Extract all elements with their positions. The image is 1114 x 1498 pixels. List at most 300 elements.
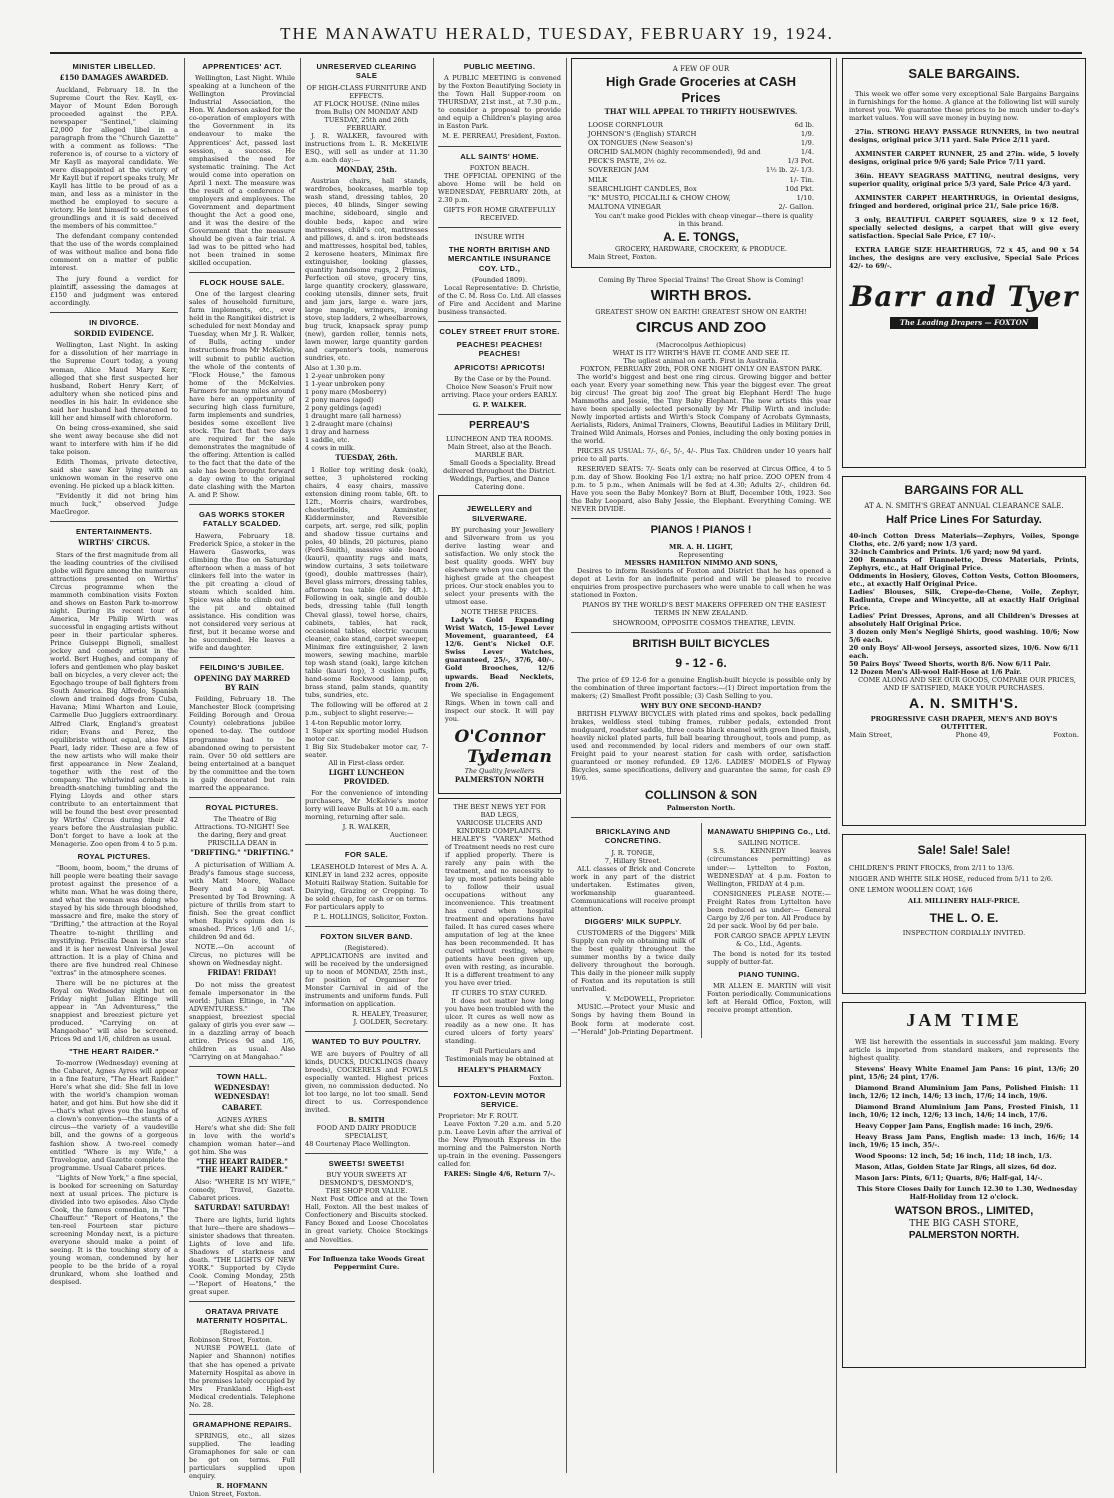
headline-silver-band: FOXTON SILVER BAND. xyxy=(320,931,413,941)
ad-text: Also at 1.30 p.m. xyxy=(305,364,362,373)
divider xyxy=(305,926,428,927)
headline-sale-bargains: SALE BARGAINS. xyxy=(908,66,1020,81)
ad-text: You can't make good Pickles with cheap vinegar—there is quality in this brand. xyxy=(594,212,814,229)
article-text: One of the largest clearing sales of household furniture, farm implements, etc., ever held in the Rangitikei district is scheduled for next Monday and Tuesday, when Mr J. R. Walker, of Bulls, acting under instructions from Mr McKelvie, will submit to public auction the whole of the contents of "Flock House," the famous home of the McKelvies. Farmers for many miles around have here an opportunity of securing high class furniture, farm implements and sundries, besides some excellent live stock. The fact that two days are required for the sale demonstrates the magnitude of the offering. Attention is called to the fact that the date of the sale has been brought forward a day owing to the original date clashing with the Marton A. and P. Show. xyxy=(189,290,295,500)
divider xyxy=(305,1031,428,1032)
divider xyxy=(189,797,295,798)
headline-gas-works: GAS WORKS STOKER FATALLY SCALDED. xyxy=(198,510,286,529)
headline-circus-zoo: CIRCUS AND ZOO xyxy=(635,319,767,337)
headline-feilding-jubilee: FEILDING'S JUBILEE. xyxy=(199,663,285,673)
stock-item: 1 saddle, etc. xyxy=(305,436,350,445)
ad-text: Proprietor: Mr F. ROUT. xyxy=(438,1112,519,1121)
divider xyxy=(189,504,295,505)
divider xyxy=(305,844,428,845)
ad-text: SPRINGS, etc., all sizes supplied. The leading Gramaphones for sale or can be got on terms. Full particulars supplied upon enquiry. xyxy=(189,1431,295,1481)
address: 48 Courtenay Place Wellington. xyxy=(305,1139,411,1148)
column-divider xyxy=(300,58,301,1473)
stock-item: 1 1-year unbroken pony xyxy=(305,380,385,389)
ad-text: GREATEST SHOW ON EARTH! GREATEST SHOW ON EARTH! xyxy=(595,308,807,317)
ad-text: S.S. KENNEDY leaves (circumstances permitting) as under:— Lyttelton to Foxton, WEDNESDAY at 4 p.m. Foxton to Wellington, FRIDAY at 4 p.m. xyxy=(707,847,831,888)
jam-item: Heavy Brass Jam Pans, English made: 13 inch, 16/6; 14 inch, 19/6; 15 inch, 35/-. xyxy=(849,1133,1079,1150)
ad-text: NURSE POWELL (late of Napier and Shannon) notifies that she has opened a private Maternity Hospital as above in the premises lately occupied by Mrs Frankland. High-est Medical credentials. Telephone No. 28. xyxy=(189,1344,295,1409)
headline-all-saints: ALL SAINTS' HOME. xyxy=(460,151,539,161)
subhead: MESSRS HAMILTON NIMMO AND SONS, xyxy=(624,558,778,567)
grocery-name: ORCHID SALMON (highly recommended), 9d and xyxy=(588,148,761,157)
headline-royal-pictures: ROYAL PICTURES. xyxy=(77,852,151,861)
bargain-item: 3 only, BEAUTIFUL CARPET SQUARES, size 9 x 12 feet, specially selected designs, a carpet that will give every satisfaction. Special Sale Price, £7 10/-. xyxy=(849,216,1079,241)
ad-text: The price of £9 12-6 for a genuine English-built bicycle is possible only by the combination of three important factors:—(1) Direct importation from the makers; (2) Smallest Profit possible; (3) Cash Selling to you. xyxy=(571,676,831,701)
grocery-price: 1½ lb. 2/- 1/3. xyxy=(765,166,814,175)
ad-text: WHAT IS IT? WIRTH'S HAVE IT. COME AND SEE IT. xyxy=(612,348,790,357)
ad-text: Leave Foxton 7.20 a.m. and 5.20 p.m. Leave Levin after the arrival of the New Plymouth Express in the morning and the Palmerston North up-train in the evening. Passengers called for. xyxy=(438,1120,561,1169)
signature: B. SMITH xyxy=(348,1115,385,1124)
subhead: J. R. TONGE, xyxy=(611,848,655,857)
ad-text: HEALEY'S "VAREX" Method of Treatment needs no rest cure if applied properly. There is rarely any pain with the treatment, and no necessity to lay up, most patients being able to follow their usual occupations without any inconvenience. This treatment has cured when hospital treatment and operations have failed. It has cured cases where amputation of leg at the knee has been recommended. It has cured without resting, where patients have been given up, even with resting, as incurable. It is a different treatment to any you have ever tried. xyxy=(445,834,554,988)
grocery-name: MILK xyxy=(588,175,608,184)
ad-text: PRICES AS USUAL: 7/-, 6/-, 5/-, 4/-. Plus Tax. Children under 10 years half price to all parts. xyxy=(571,447,831,464)
headline-diggers-milk: DIGGERS' MILK SUPPLY. xyxy=(584,916,682,926)
address: 7, Hillary Street. xyxy=(604,856,662,865)
grocery-name: PECK'S PASTE, 2½ oz. xyxy=(588,157,667,166)
grocery-price: 1/3 Pot. xyxy=(787,157,814,166)
stock-list xyxy=(305,372,428,452)
divider xyxy=(189,272,295,273)
ad-text: Here's what she did: She fell in love with the world's champion woman hater—and got him. She was xyxy=(189,1123,295,1156)
jewellery-ad xyxy=(438,495,561,793)
ad-text: It does not matter how long you have been troubled with the ulcer. It cures as well now as readily as a new one. It has cured ulcers of forty years' standing. xyxy=(445,997,554,1046)
ad-text: A PUBLIC MEETING is convened by the Foxton Beautifying Society in the Town Hall Supper-room on THURSDAY, 21st inst., at 7.30 p.m., to consider a proposal to provide and equip a Children's playing area in Easton Park. xyxy=(438,74,561,131)
headline-shipping: MANAWATU SHIPPING Co., Ltd. xyxy=(707,827,831,837)
article-text: Wellington, Last Night. While speaking at a luncheon of the Wellington Provincial Industrial Association, the Hon. W. Anderson asked for the co-operation of employers with the Government in its endeavour to make the Apprentices' Act, passed last session, a success. He emphasised the need for systematic training. The Act would come into operation on April 1 next. The measure was the result of a conference of employers and employees. The Government and department thought the Act a good one, and it was the desire of the Government that the measure should be given a fair trial. A lad was to be pitted who had not been trained in some skilled occupation. xyxy=(189,74,295,267)
ad-text: FOXTON, FEBRUARY 20th, FOR ONE NIGHT ONLY ON EASTON PARK. xyxy=(579,364,823,373)
film-title: "DRIFTING." "DRIFTING." xyxy=(190,848,294,858)
jam-list xyxy=(849,1065,1079,1182)
grocery-item xyxy=(588,185,814,194)
article-text: "Evidently it did not bring him much luck," observed Judge MacGregor. xyxy=(50,491,178,517)
grocery-list xyxy=(588,121,814,213)
article-text: To-morrow (Wednesday) evening at the Cabaret, Agnes Ayres will appear in a fine feature, "The Heart Raider." Here's what she did: She fell in love with the world's champion woman hater, and got him. But how she did it—that's what gives you the laughs of a clown's convention—the stunts of a circus—the variety of a vaudeville bill, and the gowns of a gorgeous fashion show. A two-reel comedy entitled "Where is my Wife," a Travelogue, and Gazette complete the programme. Usual Cabaret prices. xyxy=(50,1059,178,1172)
address: Main Street, also at the Beach. xyxy=(447,443,552,452)
grocery-name: "K" MUSTO, PICCALILI & CHOW CHOW, xyxy=(588,193,731,202)
ad-text: J. R. WALKER, favoured with instructions from L. R. McKELVIE ESQ., will sell as under at 11.30 a.m. each day:— xyxy=(305,131,428,164)
barr-tyer-logo xyxy=(849,280,1079,329)
ad-text: LIGHT LUNCHEON PROVIDED. xyxy=(328,768,405,786)
ad-text: INSURE WITH xyxy=(474,232,525,241)
headline-perreaus: PERREAU'S xyxy=(469,420,530,432)
subhead: MARBLE BAR. xyxy=(474,451,525,460)
stock-item: 1 2-draught mare (chains) xyxy=(305,420,393,429)
address: Main Street, xyxy=(849,731,893,740)
grocery-item xyxy=(588,121,814,130)
headline-bricklaying: BRICKLAYING AND CONCRETING. xyxy=(595,827,671,846)
article-text: The jury found a verdict for plaintiff, assessing the damages at £150 and judgment was entered accordingly. xyxy=(50,274,178,307)
article-text: Hawera, February 18. Frederick Spice, a stoker in the Hawera Gasworks, was climbing the flue on Saturday afternoon when a mass of hot clinkers fell into the water in the pit creating a cloud of steam which scalded him. Spice was able to climb out of the pit and obtained assistance. His condition was not considered very serious at first, but it became worse and he succumbed. He leaves a wife and daughter. xyxy=(189,531,295,652)
column-divider xyxy=(433,58,434,1473)
subhead: PROGRESSIVE CASH DRAPER, MEN'S AND BOY'S OUTFITTER. xyxy=(870,715,1058,732)
masthead xyxy=(0,0,1114,52)
half-price-list xyxy=(849,532,1079,677)
logo-text: PALMERSTON NORTH xyxy=(454,774,545,784)
ad-text: Do not miss the greatest female impersonator in the world: Julian Eltinge, in "AN ADVENTURESS." The snappiest, breeziest special galaxy of girls you ever saw — in a dazzling array of beach attire. Prices 9d and 1/6, children as usual. Also "Carrying on at Mangahao." xyxy=(189,980,295,1061)
subhead: THE SHOP FOR VALUE. xyxy=(325,1187,408,1196)
stock-item: 1 draught mare (all harness) xyxy=(305,412,402,421)
headline-insurance: THE NORTH BRITISH AND MERCANTILE INSURANCE COY. LTD., xyxy=(447,245,552,273)
grocery-name: SOVEREIGN JAM xyxy=(588,166,649,175)
half-price-item: 32-inch Cambrics and Prints. 1/6 yard; now 9d yard. xyxy=(849,547,1042,556)
ad-text: FOR CARGO SPACE APPLY LEVIN & Co., Ltd., Agents. xyxy=(713,931,830,948)
jam-item: Diamond Brand Aluminium Jam Pans, Frosted Finish, 11 inch, 10/6; 12 inch, 12/6; 13 inch, 14/6; 14 inch, 17/6. xyxy=(849,1103,1079,1120)
ad-text: Desires to inform Residents of Foxton and District that he has opened a depot at Levin for an indefinite period and will be pleased to receive enquiries from prospective purchasers who were unable to call when he was stationed in Foxton. xyxy=(571,566,831,599)
bargain-item: 36in. HEAVY SEAGRASS MATTING, neutral designs, very superior quality, original price 5/3 yard, Sale Price 4/3 yard. xyxy=(849,172,1079,189)
article-text: Auckland, February 18. In the Supreme Court the Rev. Kayll, ex-Mayor of Mount Eden Borough proceeded against the P.P.A. newspaper "Sentinel," claiming £2,000 for alleged libel in a paragraph from the "Church Gazette" with a comment as follows: "The reference is, of course to a victory of Mr Kayll as mayoral candidate. We were disappointed at the victory of Mr Kayll but if report speaks truly, Mr Kayll has little to be proud of as a man, and less as a minister in the method he employed to secure a victory. He lent himself to schemes of groundlings and it is said deceived the members of his committee." xyxy=(50,85,178,231)
ad-text: THE OFFICIAL OPENING of the above Home will be held on WEDNESDAY, FEBRUARY 20th, at 2.30 p.m. xyxy=(438,171,561,204)
headline-town-hall: TOWN HALL. xyxy=(216,1071,268,1081)
grocery-item xyxy=(588,148,814,157)
vehicle-item: 1 Super six sporting model Hudson motor car. xyxy=(305,726,428,743)
headline-in-divorce: IN DIVORCE. xyxy=(89,317,139,327)
stock-item: 2 pony mares (aged) xyxy=(305,396,374,405)
headline-wirth-bros: WIRTH BROS. xyxy=(650,287,752,305)
ad-text: A FEW OF OUR xyxy=(672,65,730,73)
headline-motor-service: FOXTON-LEVIN MOTOR SERVICE. xyxy=(453,1090,546,1109)
divider xyxy=(189,657,295,658)
headline-flock-house-sale: FLOCK HOUSE SALE. xyxy=(199,278,285,287)
grocery-name: OX TONGUES (New Season's) xyxy=(588,138,693,147)
jam-item: Mason Jars: Pints, 6/11; Quarts, 8/6; Half-gal, 14/-. xyxy=(855,1174,1043,1183)
signature: J. GOLDER, Secretary. xyxy=(353,1018,428,1027)
headline-public-meeting: PUBLIC MEETING. xyxy=(463,62,536,71)
newspaper-title: THE MANAWATU HERALD, TUESDAY, FEBRUARY 19, 1924. xyxy=(280,24,834,43)
bargain-list xyxy=(849,128,1079,270)
ad-star: AGNES AYRES xyxy=(216,1115,268,1124)
subhead: PALMERSTON NORTH. xyxy=(908,1229,1020,1241)
ad-text: By the Case or by the Pound. Choice New Season's Fruit now arriving. Place your orders EARLY. xyxy=(441,374,558,399)
vehicle-item: 1 Big Six Studebaker motor car, 7-seater. xyxy=(305,743,428,760)
jam-item: Diamond Brand Aluminium Jam Pans, Polished Finish: 11 inch, 12/6; 12 inch, 14/6; 13 inch, 17/6; 14 inch, 19/6. xyxy=(849,1084,1079,1101)
article-text: Edith Thomas, private detective, said she saw Ker lying with an unknown woman in the reserve one evening. He picked up a black kitten. xyxy=(50,457,178,490)
grocery-item xyxy=(588,176,814,185)
subhead: VARICOSE ULCERS AND KINDRED COMPLAINTS. xyxy=(456,818,543,835)
signature: HEALEY'S PHARMACY xyxy=(457,1065,542,1074)
headline-collinson: COLLINSON & SON xyxy=(644,787,757,802)
headline-fruit-store: COLEY STREET FRUIT STORE. xyxy=(439,326,560,336)
logo-text: O'Connor xyxy=(454,726,545,747)
phone: Phone 49, xyxy=(955,731,991,740)
ad-text: NIGGER AND WHITE SILK HOSE, reduced from 5/11 to 2/6. xyxy=(849,874,1054,883)
column-2 xyxy=(189,58,295,1498)
sale-bargains-ad xyxy=(842,58,1086,468)
subhead: SAILING NOTICE. xyxy=(737,839,801,848)
grocery-name: JOHNSON'S (English) STARCH xyxy=(588,129,697,138)
divider xyxy=(438,146,561,147)
half-price-item: Ladies' Blouses, Silk, Crepe-de-Chene, Voile, Zephyr, Radiunta, Crepe and Wincyette, all at exactly Half Original Price. xyxy=(849,587,1079,612)
subhead: THAT WILL APPEAL TO THRIFTY HOUSEWIVES. xyxy=(604,107,798,117)
address: Main Street, Foxton. xyxy=(588,253,657,261)
headline-jam-time: JAM TIME xyxy=(906,1010,1022,1030)
ad-text: CONSIGNEES PLEASE NOTE:— Freight Rates from Lyttelton have been reduced as under:— General Cargo by 2/6 per ton. All Produce by 2d per sack. Wool by 6d per bale. xyxy=(707,889,831,930)
column-3 xyxy=(305,58,428,1475)
ad-text: The bond is noted for its tested supply of butter-fat. xyxy=(707,949,831,966)
ad-text: MR ALLEN E. MARTIN will visit Foxton periodically. Communications left at Herald Office, Foxton, will receive prompt attention. xyxy=(707,982,831,1015)
headline-pianos: PIANOS ! PIANOS ! xyxy=(650,524,752,537)
headline-gramaphone: GRAMAPHONE REPAIRS. xyxy=(192,1419,292,1429)
subhead: Palmerston North. xyxy=(666,804,736,813)
headline-bicycles: BRITISH BUILT BICYCLES xyxy=(632,638,770,651)
oconnor-tydeman-logo xyxy=(445,727,554,785)
ad-text: The world's biggest and best one ring circus. Growing bigger and better each year. Every year something new. This year the biggest ever. The great big circus! The great big zoo! The great big Elephant Herd! The huge Mammoths and Jessie, the Tiny Baby Elephant. The new artists this year have been specially selected personally by Mr Philip Wirth and include: Newly imported artists and Wirth's Stock Company of Acrobats Gymnasts, Aerialists, Riders, Animal Trainers, Clowns, Beautiful Ladies in Military Drill, Trained Wild Animals, Horses and Ponies, including the only boxing ponies in the world. xyxy=(571,372,831,446)
stock-item: 4 cows in milk. xyxy=(305,444,356,453)
ad-text: A picturisation of William A. Brady's famous stage success, with Matt Moore, Wallace Beery and a big cast. Presented by Tod Browning. A picture of thrills from start to finish. See the great conflict when Rapin's opium den is smashed. Prices 1/6 and 1/-, children 9d and 6d. xyxy=(189,860,295,941)
jam-item: Mason, Atlas, Golden State Jar Rings, all sizes, 6d doz. xyxy=(855,1163,1057,1172)
bottom-ads-left xyxy=(571,823,695,1037)
logo-text: Barr and Tyer xyxy=(849,280,1079,314)
divider xyxy=(571,518,831,519)
grocery-price: 2/- Gallon. xyxy=(778,203,814,212)
ad-day: WEDNESDAY! WEDNESDAY! xyxy=(214,1083,270,1101)
stock-item: 1 dray and harness xyxy=(305,428,370,437)
signature: P. L. HOLLINGS, Solicitor, Foxton. xyxy=(313,912,428,921)
ad-text: Small Goods a Speciality. Bread delivered throughout the District. Weddings, Parties, and Dance Catering done. xyxy=(442,459,557,492)
half-price-item: 3 dozen only Men's Negligé Shirts, good washing. 10/6; Now 5/6 each. xyxy=(849,627,1079,644)
subhead: LUNCHEON AND TEA ROOMS. xyxy=(445,435,554,444)
ad-text: For Influenza take Woods Great Peppermint Cure. xyxy=(308,1254,425,1271)
divider xyxy=(305,1153,428,1154)
half-price-item: 50 Pairs Boys' Tweed Shorts, worth 8/6. Now 6/11 Pair. xyxy=(849,660,1051,669)
divider xyxy=(571,632,831,633)
grocery-name: LOOSE CORNFLOUR xyxy=(588,120,663,129)
bargain-item: EXTRA LARGE SIZE HEARTHRUGS, 72 x 45, and 90 x 54 inches, the designs are very exclusive, Special Sale Prices 42/- to 69/-. xyxy=(849,246,1079,271)
half-price-item: Ladies' Print Dresses, Aprons, and all Children's Dresses at absolutely Half Original Price. xyxy=(849,611,1079,628)
ad-text: The ugliest animal on earth. First in Australia. xyxy=(623,356,779,365)
grocery-price: 1/9. xyxy=(800,129,814,138)
divider xyxy=(438,414,561,415)
sale-venue: AT FLOCK HOUSE. (Nine miles from Bulls) ON MONDAY AND TUESDAY, 25th and 26th FEBRUARY. xyxy=(313,99,420,132)
ad-text: APPLICATIONS are invited and will be received by the undersigned up to noon of MONDAY, 25th inst., for position of Organiser for Monster Carnival in aid of the instruments and uniform funds. Full information on application. xyxy=(305,952,428,1009)
subhead: MR. A. H. LIGHT, xyxy=(669,542,733,551)
ad-venue: CABARET. xyxy=(221,1103,263,1113)
headline-half-price: Half Price Lines For Saturday. xyxy=(886,514,1042,527)
grocery-item xyxy=(588,194,814,203)
ad-text: All in First-class order. xyxy=(328,759,405,768)
subhead: FOOD AND DAIRY PRODUCE SPECIALIST, xyxy=(316,1123,417,1140)
half-price-item: 200 Remnants of Flannelette, Dress Materials, Prints, Zephyrs, etc., at Half Original Price. xyxy=(849,555,1079,572)
bicycle-price: 9 - 12 - 6. xyxy=(675,656,727,671)
ad-text: Full Particulars and Testimonials may be obtained at xyxy=(445,1047,554,1064)
divider xyxy=(189,1301,295,1302)
grocery-item xyxy=(588,139,814,148)
article-text: Stars of the first magnitude from all the leading countries of the civilised globe will figure among the numerous attractions presented on Wirths' Circus programme when the mammoth combination visits Foxton and shows on Easton Park to-morrow night. During its recent tour of America, Mr Philip Wirth was successful in engaging artists without peer in their particular spheres. Prince Guiseppi Bignoli, smallest jockey and comedy artist in the world. Bert Hughes, and company of lofers and gentlemen who play basket ball on bicycles, a very clever act; the Egochago troupe of ball fighters from South America. Big Alfredo, Spanish clown and trained dogs from Cuba, Havana; Mimi Wharton and Louie, Carmelle Duo Jugglers extraordinary. Alfred Clark, England's greatest rider; Evans and Perez, the equilibriste without equal, also Miss Pearl, lady rider. These are a few of the new artists who will make their first appearance in New Zealand, together with the rest of the company. The whirlwind acrobats in breadth-snatching tumbling and the Flying Lloyds and other stars contribute to an entertainment that will be found the best ever presented by Wirths' Circus during their 42 years before the Australasian public. Don't forget to have a look at the Menagerie. Zoo open from 4 to 5 p.m. xyxy=(50,550,178,848)
grocery-price: 6d lb. xyxy=(794,120,814,129)
bargain-item: AXMINSTER CARPET RUNNER, 25 and 27in. wide, 5 lovely designs, original price 9/6 yard; Sale Price 7/11 yard. xyxy=(849,150,1079,167)
ad-text: There are lights, lurid lights that lure—there are shadows—sinister shadows that threaten. Lights of love and life. Shadows of starkness and death. "THE LIGHTS OF NEW YORK." Supported by Clyde Cook. Coming Monday, 25th—"Report of Heatons," the great super. xyxy=(189,1215,295,1296)
loe-sale-ad xyxy=(842,834,1086,994)
sale-day: TUESDAY, 26th. xyxy=(335,453,398,463)
subhead: SORDID EVIDENCE. xyxy=(73,328,154,338)
article-text: Wellington, Last Night. In asking for a dissolution of her marriage in the Supreme Court today, a young woman, Alice Maud Mary Kerr, alleged that she first suspected her husband, Robert Henry Kerr, of adultery when she noticed pins and needles in his hair. In evidence she said her husband had threatened to kill her and himself with chloroform. xyxy=(50,341,178,422)
signature: Auctioneer. xyxy=(389,831,428,840)
ad-text: ALL MILLINERY HALF-PRICE. xyxy=(908,896,1020,905)
stock-item: 1 2-year unbroken pony xyxy=(305,372,385,381)
article-text: "Lights of New York," a fine special, is booked for screening on Saturday next at usual prices. The picture is divided into two episodes. Also Clyde Cook, the famous comedian, in "The Chauffeur." "Report of Heatons," the ten-reel Fourteen star picture screening Monday next, is a picture everyone should make a point of seeing. It is the touching story of a young woman, condemned by her people to be the bride of a royal drunkard, whom she loathed and despised. xyxy=(50,1173,178,1287)
divider xyxy=(305,1249,428,1250)
logo-text: The Leading Drapers — FOXTON xyxy=(890,317,1038,330)
headline-peaches: PEACHES! PEACHES! PEACHES! xyxy=(456,340,543,359)
half-price-item: 40-inch Cotton Dress Materials—Zephyrs, Voiles, Sponge Cloths, etc. 2/6 yard; now 1/3 yard. xyxy=(849,531,1079,548)
headline-bad-legs: THE BEST NEWS YET FOR BAD LEGS, xyxy=(453,802,546,819)
signature: V. McDOWELL, Proprietor. xyxy=(605,995,695,1004)
address-line xyxy=(849,731,1079,740)
jam-item: Heavy Copper Jam Pans, English made: 16 inch, 29/6. xyxy=(855,1122,1053,1131)
signature: J. R. WALKER, xyxy=(342,823,391,832)
vehicle-list xyxy=(305,719,428,759)
headline-bargains-for-all: BARGAINS FOR ALL xyxy=(904,483,1024,497)
stock-item: 1 pony mare (Mosberry) xyxy=(305,388,387,397)
ad-text: PIANOS BY THE WORLD'S BEST MAKERS OFFERED ON THE EASIEST TERMS IN NEW ZEALAND. xyxy=(582,600,826,617)
subhead: WHY BUY ONE SECOND-HAND? xyxy=(640,702,762,711)
article-text: There will be no pictures at the Royal on Wednesday night but on Friday night Julian Eltinge will appear in "An Adventuress," the snappiest and breeziest picture yet produced. "Carrying on at Mangaohao" will also be screened. Prices 9d and 1/6, children as usual. xyxy=(50,978,178,1043)
ad-text: LEASEHOLD Interest of Mrs A. A. KINLEY in land 232 acres, opposite Motuiti Railway Station. Suitable for Dairying, Grazing or Cropping. To be sold cheap, for cash or on terms. For particulars apply to xyxy=(305,862,428,911)
ad-text: ALL classes of Brick and Concrete work in any part of the district undertaken. Estimates given, workmanship guaranteed. Communications will receive prompt attention. xyxy=(571,864,695,913)
grocery-item xyxy=(588,166,814,175)
ad-text: WE are buyers of Poultry of all kinds, DUCKS, DUCKLINGS (heavy breeds), COCKERELS and FOWLS especially wanted. Highest prices given, no commission deducted. No lot too large, no lot too small. Send direct to us. Correspondence invited. xyxy=(305,1049,428,1114)
headline-sweets: SWEETS! SWEETS! xyxy=(328,1159,405,1168)
ad-text: The following will be offered at 2 p.m., subject to slight reserve:— xyxy=(305,700,428,717)
column-6 xyxy=(842,58,1086,1475)
article-text: The defendant company contended that the use of the words complained of was without malice and bona fide comment on a matter of public interest. xyxy=(50,232,178,273)
ad-text: We specialise in Engagement Rings. When in town call and inspect our stock. It will pay you. xyxy=(445,690,554,723)
subhead: OF HIGH-CLASS FURNITURE AND EFFECTS. xyxy=(306,83,427,100)
grocery-name: MALTONA VINEGAR xyxy=(588,203,661,212)
article-text: On being cross-examined, she said she went away because she did not want to interfere with him if he did take poison. xyxy=(50,423,178,456)
divider xyxy=(189,1066,295,1067)
ad-text: Coming By Three Special Trains! The Great Show is Coming! xyxy=(598,276,804,285)
headline-poultry: WANTED TO BUY POULTRY. xyxy=(312,1037,421,1047)
subhead: £150 DAMAGES AWARDED. xyxy=(59,73,169,83)
headline-an-smith: A. N. SMITH'S. xyxy=(909,695,1019,712)
ad-text: CUSTOMERS of the Diggers' Milk Supply can rely on obtaining milk of the best quality throughout the summer months by a twice daily delivery throughout the borough. This daily in the pioneer milk supply of Foxton and its reputation is still unrivalled. xyxy=(571,929,695,994)
bad-legs-ad xyxy=(438,798,561,1087)
headline-heart-raider: "THE HEART RAIDER." xyxy=(69,1046,159,1056)
subhead: THE BIG CASH STORE, xyxy=(909,1218,1019,1229)
headline-apprentices-act: APPRENTICES' ACT. xyxy=(202,62,282,71)
ad-text: COME ALONG AND SEE OUR GOODS, COMPARE OUR PRICES, AND IF SATISFIED, MAKE YOUR PURCHASES. xyxy=(858,676,1076,693)
signature: R. HEALEY, Treasurer, xyxy=(352,1010,428,1019)
column-1 xyxy=(50,58,178,1475)
divider xyxy=(438,227,561,228)
ad-text: Lady's Gold Expanding Wrist Watch, 15-Jewel Lever Movement, guaranteed, £4 12/6. Gent's Nickel O.F. Swiss Lever Watches, guaranteed, 25/-, 37/6, 40/-. Gold Brooches, 12/6 upwards. Bead Necklets, from 2/6. xyxy=(445,616,554,689)
divider xyxy=(571,817,831,818)
subhead: (Founded 1809). xyxy=(471,275,528,284)
sale-day: MONDAY, 25th. xyxy=(336,164,397,174)
subhead: WIRTHS' CIRCUS. xyxy=(78,538,150,548)
grocery-item xyxy=(588,157,814,166)
headline-entertainments: ENTERTAINMENTS. xyxy=(75,527,153,537)
signature: R. HOFMANN xyxy=(216,1482,268,1491)
article-text: "Boom, boom, boom," the drums of hill people were beating their savage protest against the presence of a white man. What he was doing there, and what the woman was doing who stayed by his side through bloodshed, massacre and fire, make the story of "Drifting," the attraction at the Royal Theatre to-night thrilling and mystifying. Priscilla Dean is the star and it is her newest Universal Jewel attraction. It is a play of China and there are five hundred real Chinese "extras" in the atmosphere scenes. xyxy=(50,864,178,977)
headline-tongs: A. E. TONGS, xyxy=(663,230,739,245)
headline-clearing-sale: UNRESERVED CLEARING SALE xyxy=(316,62,417,81)
masthead-rule xyxy=(50,52,1082,54)
vehicle-item: 1 4-ton Republic motor lorry. xyxy=(305,718,402,727)
headline-apricots: APRICOTS! APRICOTS! xyxy=(453,362,546,372)
ad-text: This Store Closes Daily for Lunch 12.30 to 1.30, Wednesday Half-Holiday from 12 o'clock. xyxy=(856,1185,1078,1202)
ad-text: This week we offer some very exceptional Sale Bargains Bargains in furnishings for the home. A glance at the following list will surely interest you. We guarantee these prices to be much under to-day's market values. You will save money in buying now. xyxy=(849,89,1079,122)
half-price-item: 12 Dozen Men's All-wool Half-Hose at 1/6 Pair. xyxy=(849,668,1022,677)
ad-text: Also: "WHERE IS MY WIFE," comedy, Travel, Gazette. Cabaret prices. xyxy=(189,1177,295,1202)
ad-day: SATURDAY! SATURDAY! xyxy=(194,1203,290,1213)
jam-item: Stevens' Heavy White Enamel Jam Pans: 16 pint, 13/6; 20 pint, 15/6; 24 pint, 17/6. xyxy=(849,1065,1079,1082)
ad-text: RESERVED SEATS: 7/- Seats only can be reserved at Circus Office, 4 to 5 p.m. day of Show. Booking Fee 1/1 extra; no half price. ZOO OPEN from 4 p.m. to 5 p.m., when Animals will be fed at 4.30; Adults 2/-, children 6d. Have you seen the Baby Monkey? Born at Bluff, December 10th, 1923. See the Baby Leopard, also Baby Jessie, the Elephant. Everything Coming. WE NEVER DIVIDE. xyxy=(571,465,831,514)
ad-text: MUSIC.—Protect your Music and Songs by having them Bound in Book form at moderate cost.—"Herald" Job-Printing Department. xyxy=(571,1003,695,1036)
article-text: Feilding, February 18. The Manchester Block (comprising Feilding Borough and Oroua County) celebrations jubilee opened to-day. The outdoor programme had to be abandoned owing to persistent rain. Over 50 old settlers are being entertained at a banquet by the committee and the town is gaily decorated but rain marred the appearance. xyxy=(189,695,295,792)
divider xyxy=(438,321,561,322)
column-divider xyxy=(836,58,837,1473)
address: Foxton. xyxy=(529,1073,554,1082)
signature: M. E. PERREAU, President, Foxton. xyxy=(442,132,561,141)
half-price-item: 20 only Boys' All-wool Jerseys, assorted sizes, 10/6. Now 6/11 each. xyxy=(849,644,1079,661)
column-divider xyxy=(184,58,185,1473)
ad-text: (Macrocolpus Aethiopicus) xyxy=(656,340,746,349)
grocery-item xyxy=(588,130,814,139)
ad-text: BY purchasing your Jewellery and Silverware from us you derive lasting wear and satisfaction. We only stock the best quality goods. WHY buy elsewhere when you can get the highest grade at the cheapest prices. Our stock enables you to select your presents with the utmost ease. xyxy=(445,525,554,607)
headline-jewellery: JEWELLERY and SILVERWARE. xyxy=(466,504,533,523)
grocery-price: 10d Pkt. xyxy=(785,184,814,193)
bottom-ads-right xyxy=(701,823,831,1037)
bottom-ads-row xyxy=(571,823,831,1037)
headline-groceries: High Grade Groceries at CASH Prices xyxy=(606,73,796,105)
ad-text: Next Post Office and at the Town Hall, Foxton. All the best makes of Confectionery and Biscuits stocked. Fancy Boxed and Loose Chocolates in great variety. Choice Stockings and Novelties. xyxy=(305,1195,428,1244)
subhead: BUY YOUR SWEETS AT DESMOND'S, DESMOND'S, xyxy=(319,1171,414,1188)
grocery-price: 1/9. xyxy=(800,138,814,147)
jam-time-ad xyxy=(842,1002,1086,1368)
ad-text: WE list herewith the essentials in successful jam making. Every article is imported from standard makers, and represents the highest quality. xyxy=(849,1037,1079,1063)
subhead: Representing xyxy=(678,550,724,559)
logo-text: The Quality Jewellers xyxy=(464,767,535,776)
divider xyxy=(50,312,178,313)
ad-text: BRITISH FLYWAY BICYCLES with plated rims and spokes, back pedalling brakes, weldless steel tubing frames, rubber pedals, extended front mudguard, roadster saddle, three coats black enamel with green lined finish, heavily nickel plated parts, full ball bearing throughout, tools and pump, as used and recommended by local riders and members of our own staff. Freight paid to your nearest station for cash with order, satisfaction guaranteed or money refunded. £9 12/6. LADIES' MODELS of Flyway Bicycles, same specifications, delivery and guarantee the same, for cash £9 19/6. xyxy=(571,710,831,783)
fares: FARES: Single 4/6, Return 7/-. xyxy=(443,1170,556,1179)
bargain-item: AXMINSTER CARPET HEARTHRUGS, in Oriental designs, fringed and bordered, original price 21/, Sale price 16/8. xyxy=(849,194,1079,211)
ad-text: Local Representative: D. Christie, of the C. M. Ross Co. Ltd. All classes of Fire and Accident and Marine business transacted. xyxy=(438,283,561,316)
subhead: GROCERY, HARDWARE, CROCKERY, & PRODUCE. xyxy=(614,244,788,253)
subhead: FOXTON BEACH. xyxy=(469,163,530,172)
column-5 xyxy=(571,58,831,1475)
stock-item: 2 pony geldings (aged) xyxy=(305,404,382,413)
film-title: "THE HEART RAIDER." "THE HEART RAIDER." xyxy=(196,1156,288,1175)
grocery-price: 1/- Tin. xyxy=(789,175,814,184)
grocery-name: SEARCHLIGHT CANDLES, Box xyxy=(588,184,697,193)
ad-text: For the convenience of intending purchasers, Mr McKelvie's motor lorry will leave Bulls at 10 a.m. each morning, returning after sale. xyxy=(305,789,428,822)
logo-text: Tydeman xyxy=(467,747,552,768)
signature: G. P. WALKER. xyxy=(472,401,527,409)
subhead: [Registered.] xyxy=(220,1328,264,1337)
headline-royal-pictures-ad: ROYAL PICTURES. xyxy=(205,802,279,812)
ad-text: 1 Roller top writing desk (oak), settee, 3 upholstered rocking chairs, 4 easy chairs, massive extension dining room table, 6ft. to 12ft., Morris chairs, wardrobes, chesterfields, Axminster, Kidderminster, and Reversible carpets, art. serge, red silk, poplin and shadow tissue curtains and poles, 40 blinds, 20 pictures, piano (Ford-Smith), massive side board (kauri), quantity rugs and mats, window curtains, 3 sets toiletware (good), double mattresses (hair), Bevel glass mirrors, dressing tables, afternoon tea table (6ft. by 4ft.). Following in oak, single and double beds, dressing table (full length Cheval glass), towel horse, chairs, cabinets, tables, hat rack, occasional tables, electric vacuum cleaner, cake stand, carpet sweeper, Minimax fire extinguisher, 2 lawn mowers, sewing machine, marble top wash stand (oak), large kitchen table (kauri top), 3 cushion puffs, hand-some Rockwood lamp, on brass stand, palm stands, quantity tubs, sundries, etc. xyxy=(305,465,428,699)
an-smith-ad xyxy=(842,476,1086,826)
ad-text: ONE LEMON WOOLLEN COAT, 16/6 xyxy=(849,885,973,894)
address: Robinson Street, Foxton. xyxy=(189,1336,273,1345)
divider xyxy=(50,521,178,522)
headline-oratava: ORATAVA PRIVATE MATERNITY HOSPITAL. xyxy=(196,1306,288,1326)
subhead: NOTE THESE PRICES. xyxy=(460,608,539,617)
subhead: OPENING DAY MARRED BY RAIN xyxy=(194,674,290,692)
grocery-item xyxy=(588,203,814,212)
ad-text: NOTE.—On account of Circus, no pictures will be shown on Wednesday night. xyxy=(189,942,295,967)
ad-text: Austrian chairs, hall stands, wardrobes, bookcases, marble top wash stand, dressing tables, 20 pieces, 40 blinds, Singer sewing machine, sideboard, single and double beds, kapoc and wire mattresses, child's cot, mattresses and pillows, d. and s. iron bedsteads and mattresses, hospital bed, tables, 2 kerosene heaters, Minimax fire extinguisher, looking glasses, quantity handsome rugs, 2 Primus, Perfection oil stove, grocery tins, large quantity crockery, glassware, cooking utensils, dinner sets, fruit and jam jars, large e. ware jars, large mangle, wringers, ironing stove, step ladders, 2 wheelbarrows, bug truck, knapsack spray pump (new), garden roller, tennis nets, lawn mower, large quantity garden and carpenter's tools, numerous sundries, etc. xyxy=(305,177,428,363)
subhead: (Registered). xyxy=(344,944,389,953)
ad-text: The Theatre of Big Attractions. TO-NIGHT! See the daring, fiery and great PRISCILLA DEAN in xyxy=(194,814,290,848)
column-4 xyxy=(438,58,561,1475)
